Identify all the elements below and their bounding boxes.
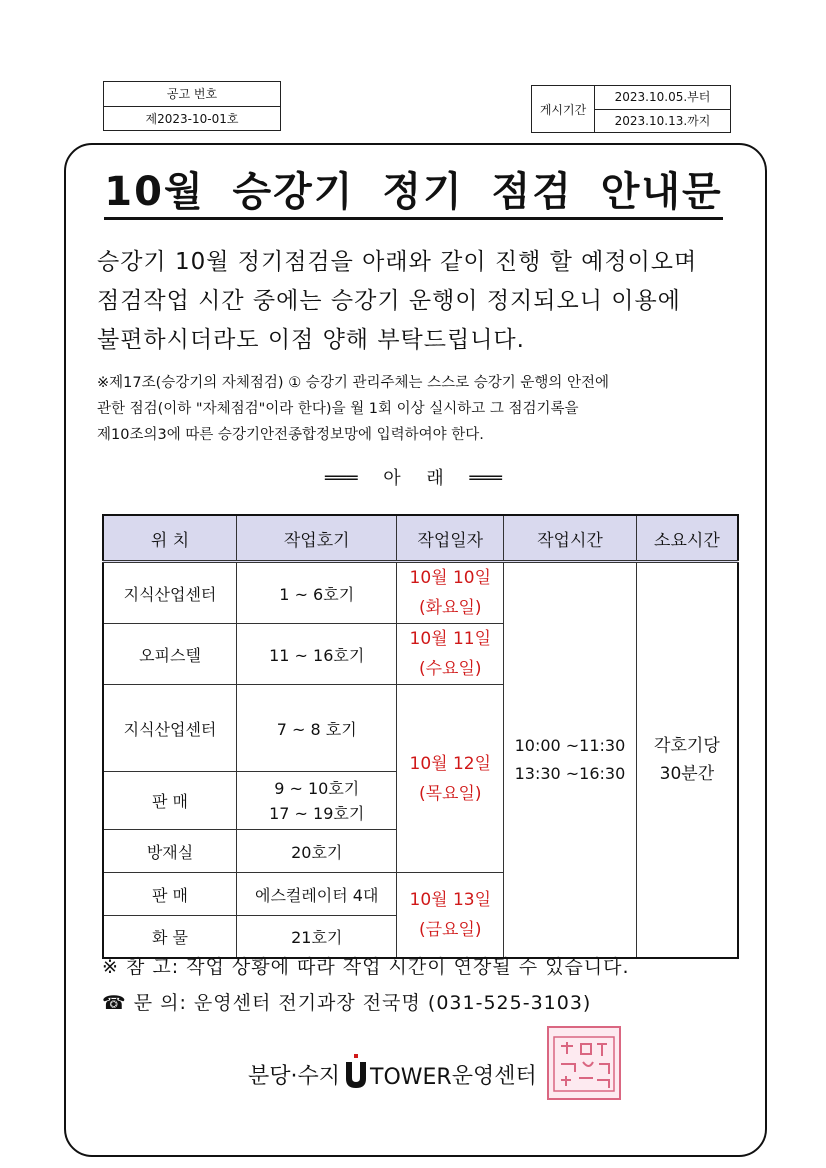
below-heading: ═══ 아 래 ═══: [325, 468, 502, 489]
duration-line2: 30분간: [659, 763, 715, 784]
date-text: 10월 10일: [409, 568, 492, 588]
notice-number-box: [103, 81, 281, 131]
table-header-row: [103, 515, 738, 562]
cell-location: 지식산업센터: [103, 685, 237, 772]
header-location: 위 치: [103, 515, 237, 562]
cell-location: 방재실: [103, 830, 237, 873]
header-date: 작업일자: [397, 515, 504, 562]
header-time: 작업시간: [504, 515, 637, 562]
cell-date: [397, 624, 504, 685]
intro-line: 승강기 10월 정기점검을 아래와 같이 진행 할 예정이오며: [97, 249, 698, 275]
header-duration: 소요시간: [636, 515, 738, 562]
posting-to: 2023.10.13.까지: [614, 114, 711, 128]
header-units: 작업호기: [237, 515, 397, 562]
posting-period-label: 게시기간: [532, 86, 595, 132]
notice-number-label: 공고 번호: [104, 82, 280, 107]
cell-date: [397, 873, 504, 958]
intro-line: 점검작업 시간 중에는 승강기 운행이 정지되오니 이용에: [97, 288, 681, 314]
law-excerpt: [97, 370, 737, 448]
day-text: (목요일): [419, 783, 482, 804]
u-logo-icon: [344, 1054, 368, 1088]
law-line: ※제17조(승강기의 자체점검) ① 승강기 관리주체는 스스로 승강기 운행의 안전에: [97, 375, 609, 391]
units-line: 17 ~ 19호기: [269, 803, 365, 823]
official-seal-stamp: [547, 1026, 621, 1100]
day-text: (수요일): [419, 659, 482, 679]
law-line: 제10조의3에 따른 승강기안전종합정보망에 입력하여야 한다.: [97, 427, 484, 443]
units-line: 9 ~ 10호기: [274, 778, 360, 798]
cell-time: [504, 562, 637, 958]
intro-line: 불편하시더라도 이점 양해 부탁드립니다.: [97, 327, 525, 353]
day-text: (화요일): [419, 598, 482, 618]
cell-units: 7 ~ 8 호기: [237, 685, 397, 772]
day-text: (금요일): [419, 919, 482, 940]
cell-location: 판 매: [103, 873, 237, 916]
page-title: [64, 160, 763, 217]
cell-units: 21호기: [237, 916, 397, 958]
cell-units: 20호기: [237, 830, 397, 873]
cell-date: [397, 562, 504, 624]
footer-signature: [248, 1040, 537, 1090]
cell-units: 1 ~ 6호기: [237, 562, 397, 624]
duration-line1: 각호기당: [654, 735, 720, 756]
law-line: 관한 점검(이하 "자체점검"이라 한다)을 월 1회 이상 실시하고 그 점검기록을: [97, 401, 579, 417]
date-text: 10월 13일: [409, 889, 492, 910]
table-row: [103, 562, 738, 624]
cell-date: [397, 685, 504, 873]
intro-paragraph: [97, 243, 737, 360]
cell-location: 화 물: [103, 916, 237, 958]
date-text: 10월 11일: [409, 629, 492, 649]
cell-units: 11 ~ 16호기: [237, 624, 397, 685]
inspection-schedule-table: [102, 514, 739, 959]
cell-location: 지식산업센터: [103, 562, 237, 624]
page-title-text: 10월 승강기 정기 점검 안내문: [104, 169, 722, 220]
cell-location: 오피스텔: [103, 624, 237, 685]
footer-right-text: 운영센터: [451, 1064, 537, 1089]
date-text: 10월 12일: [409, 753, 492, 774]
footer-brand-text: TOWER: [370, 1065, 452, 1090]
cell-duration: [636, 562, 738, 958]
time-afternoon: 13:30 ~16:30: [514, 763, 626, 783]
posting-period-box: [531, 85, 731, 133]
reference-note: ※ 참 고: 작업 상황에 따라 작업 시간이 연장될 수 있습니다.: [102, 956, 630, 978]
posting-from: 2023.10.05.부터: [595, 86, 730, 110]
notice-number-value: 제2023-10-01호: [145, 112, 239, 126]
cell-units: [237, 772, 397, 830]
time-morning: 10:00 ~11:30: [514, 735, 626, 755]
cell-location: 판 매: [103, 772, 237, 830]
contact-info: ☎ 문 의: 운영센터 전기과장 전국명 (031-525-3103): [102, 992, 592, 1014]
footer-left-text: 분당·수지: [248, 1064, 341, 1089]
cell-units: 에스컬레이터 4대: [237, 873, 397, 916]
